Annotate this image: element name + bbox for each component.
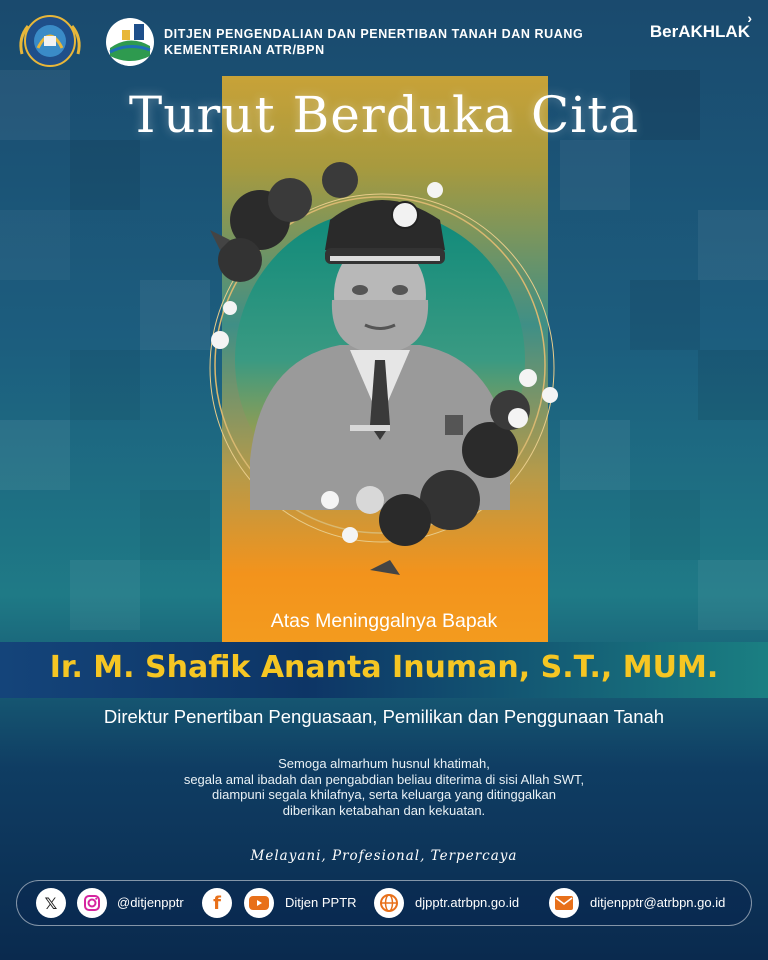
department-name	[164, 26, 583, 58]
website-link[interactable]: djpptr.atrbpn.go.id	[415, 895, 520, 910]
ditjen-logo	[104, 16, 156, 68]
prayer-line: diberikan ketabahan dan kekuatan.	[282, 802, 486, 818]
brand-text: BerAKHLAK	[649, 22, 750, 41]
department-line-1: DITJEN PENGENDALIAN DAN PENERTIBAN TANAH DAN RUANG	[164, 27, 584, 41]
tagline: Melayani, Profesional, Terpercaya	[250, 848, 518, 864]
page-title: Turut Berduka Cita	[128, 86, 640, 144]
deceased-name: Ir. M. Shafik Ananta Inuman, S.T., MUM.	[49, 650, 719, 685]
globe-icon[interactable]	[374, 888, 404, 918]
chevron-right-icon: ›	[747, 10, 752, 26]
subtitle: Atas Meninggalnya Bapak	[270, 610, 498, 632]
prayer-line: Semoga almarhum husnul khatimah,	[278, 756, 490, 771]
prayer-text	[0, 756, 768, 818]
ministry-emblem-logo	[14, 14, 88, 68]
deceased-role: Direktur Penertiban Penguasaan, Pemilikan dan Penggunaan Tanah	[103, 706, 665, 727]
mail-icon[interactable]	[549, 888, 579, 918]
youtube-channel[interactable]: Ditjen PPTR	[285, 895, 357, 910]
department-line-2: KEMENTERIAN ATR/BPN	[164, 43, 325, 57]
instagram-handle[interactable]: @ditjenpptr	[117, 895, 184, 910]
facebook-icon[interactable]: f	[202, 888, 232, 918]
portrait-frame	[190, 160, 570, 590]
youtube-icon[interactable]	[244, 888, 274, 918]
email-link[interactable]: ditjenpptr@atrbpn.go.id	[590, 895, 726, 910]
x-icon[interactable]: 𝕏	[36, 888, 66, 918]
prayer-line: diampuni segala khilafnya, serta keluarga yang ditinggalkan	[212, 787, 556, 802]
berakhlak-logo	[649, 10, 752, 42]
instagram-icon[interactable]	[77, 888, 107, 918]
prayer-line: segala amal ibadah dan pengabdian beliau diterima di sisi Allah SWT,	[183, 771, 585, 787]
